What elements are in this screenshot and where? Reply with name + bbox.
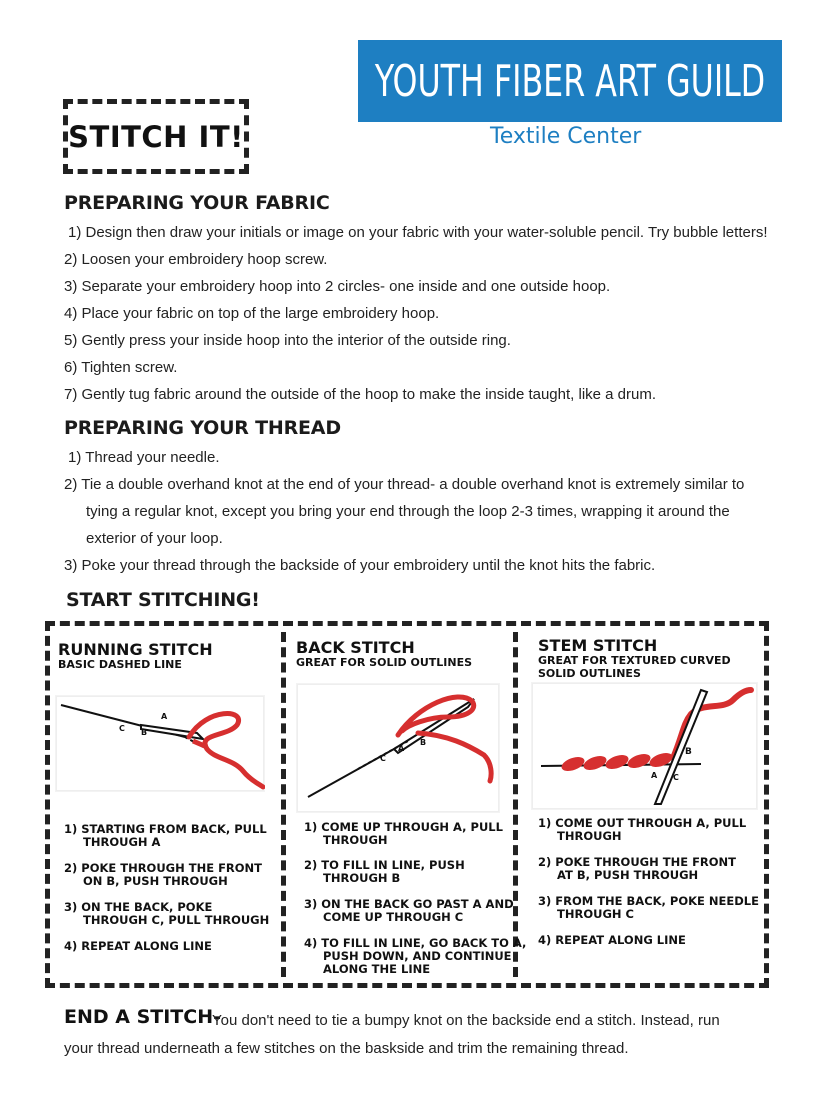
- fabric-step: 5) Gently press your inside hoop into the interior of the outside ring.: [64, 332, 511, 349]
- label-a: A: [398, 744, 405, 753]
- end-stitch-text: You don't need to tie a bumpy knot on the backside end a stitch. Instead, run: [212, 1012, 720, 1029]
- back-step: 1) COME UP THROUGH A, PULL THROUGH: [304, 820, 503, 847]
- thread-step: exterior of your loop.: [86, 530, 223, 547]
- stem-step: 4) REPEAT ALONG LINE: [538, 933, 686, 947]
- running-step: 2) POKE THROUGH THE FRONT ON B, PUSH THROUGH: [64, 861, 263, 888]
- label-b: B: [420, 738, 427, 747]
- fabric-step: 3) Separate your embroidery hoop into 2 circles- one inside and one outside hoop.: [64, 278, 611, 295]
- running-step: 3) ON THE BACK, POKE THROUGH C, PULL THROUGH: [64, 900, 270, 927]
- label-c: C: [673, 773, 679, 782]
- label-c: C: [119, 724, 125, 733]
- subbrand-bold: Textile: [490, 124, 561, 149]
- subbrand-light: Center: [560, 124, 642, 149]
- stem-stitch-subtitle: GREAT FOR TEXTURED CURVED SOLID OUTLINES: [538, 654, 731, 680]
- start-heading: START STITCHING!: [66, 589, 260, 611]
- guild-banner: [358, 40, 782, 122]
- fabric-step: 4) Place your fabric on top of the large embroidery hoop.: [64, 305, 440, 322]
- stem-stitch-illustration: [532, 683, 757, 809]
- end-stitch-heading: END A STITCH-: [64, 1006, 221, 1028]
- running-stitch-illustration: [56, 696, 264, 791]
- title-box: [63, 99, 249, 174]
- label-c: C: [380, 754, 386, 763]
- label-a: A: [651, 771, 658, 780]
- thread-step: 1) Thread your needle.: [68, 449, 220, 466]
- panel-divider: [281, 632, 286, 977]
- stem-stitch-title: STEM STITCH: [538, 636, 658, 655]
- label-b: B: [141, 728, 148, 737]
- running-step: 1) STARTING FROM BACK, PULL THROUGH A: [64, 822, 267, 849]
- thread-step: 2) Tie a double overhand knot at the end of your thread- a double overhand knot is extremely similar to: [64, 476, 745, 493]
- stem-step: 2) POKE THROUGH THE FRONT AT B, PUSH THROUGH: [538, 855, 737, 882]
- page-title: STITCH IT!: [68, 119, 244, 154]
- label-b: B: [685, 747, 692, 757]
- back-step: 3) ON THE BACK GO PAST A AND COME UP THROUGH C: [304, 897, 514, 924]
- label-a: A: [161, 712, 168, 721]
- back-stitch-subtitle: GREAT FOR SOLID OUTLINES: [296, 656, 473, 669]
- textile-center-logo: [490, 124, 641, 149]
- back-stitch-title: BACK STITCH: [296, 638, 415, 657]
- stem-step: 1) COME OUT THROUGH A, PULL THROUGH: [538, 816, 747, 843]
- fabric-step: 6) Tighten screw.: [64, 359, 178, 376]
- fabric-step: 1) Design then draw your initials or image on your fabric with your water-soluble pencil. Try bubble letters!: [68, 224, 768, 241]
- thread-step: tying a regular knot, except you bring your end through the loop 2-3 times, wrapping it around the: [86, 503, 730, 520]
- fabric-step: 2) Loosen your embroidery hoop screw.: [64, 251, 328, 268]
- back-step: 4) TO FILL IN LINE, GO BACK TO A, PUSH DOWN, AND CONTINUE ALONG THE LINE: [304, 936, 527, 976]
- stem-step: 3) FROM THE BACK, POKE NEEDLE THROUGH C: [538, 894, 759, 921]
- running-stitch-drawing: [57, 697, 265, 792]
- fabric-step: 7) Gently tug fabric around the outside of the hoop to make the inside taught, like a drum.: [64, 386, 657, 403]
- back-step: 2) TO FILL IN LINE, PUSH THROUGH B: [304, 858, 465, 885]
- back-stitch-drawing: [298, 685, 500, 813]
- banner-title: YOUTH FIBER ART GUILD: [374, 55, 766, 107]
- stem-stitch-drawing: [533, 684, 758, 810]
- thread-heading: PREPARING YOUR THREAD: [64, 417, 341, 439]
- back-stitch-illustration: [297, 684, 499, 812]
- fabric-heading: PREPARING YOUR FABRIC: [64, 192, 330, 214]
- running-stitch-subtitle: BASIC DASHED LINE: [58, 658, 182, 671]
- running-step: 4) REPEAT ALONG LINE: [64, 939, 212, 953]
- panel-divider: [513, 632, 518, 977]
- running-stitch-title: RUNNING STITCH: [58, 640, 213, 659]
- thread-step: 3) Poke your thread through the backside of your embroidery until the knot hits the fabric.: [64, 557, 656, 574]
- end-stitch-text: your thread underneath a few stitches on the baskside and trim the remaining thread.: [64, 1040, 629, 1057]
